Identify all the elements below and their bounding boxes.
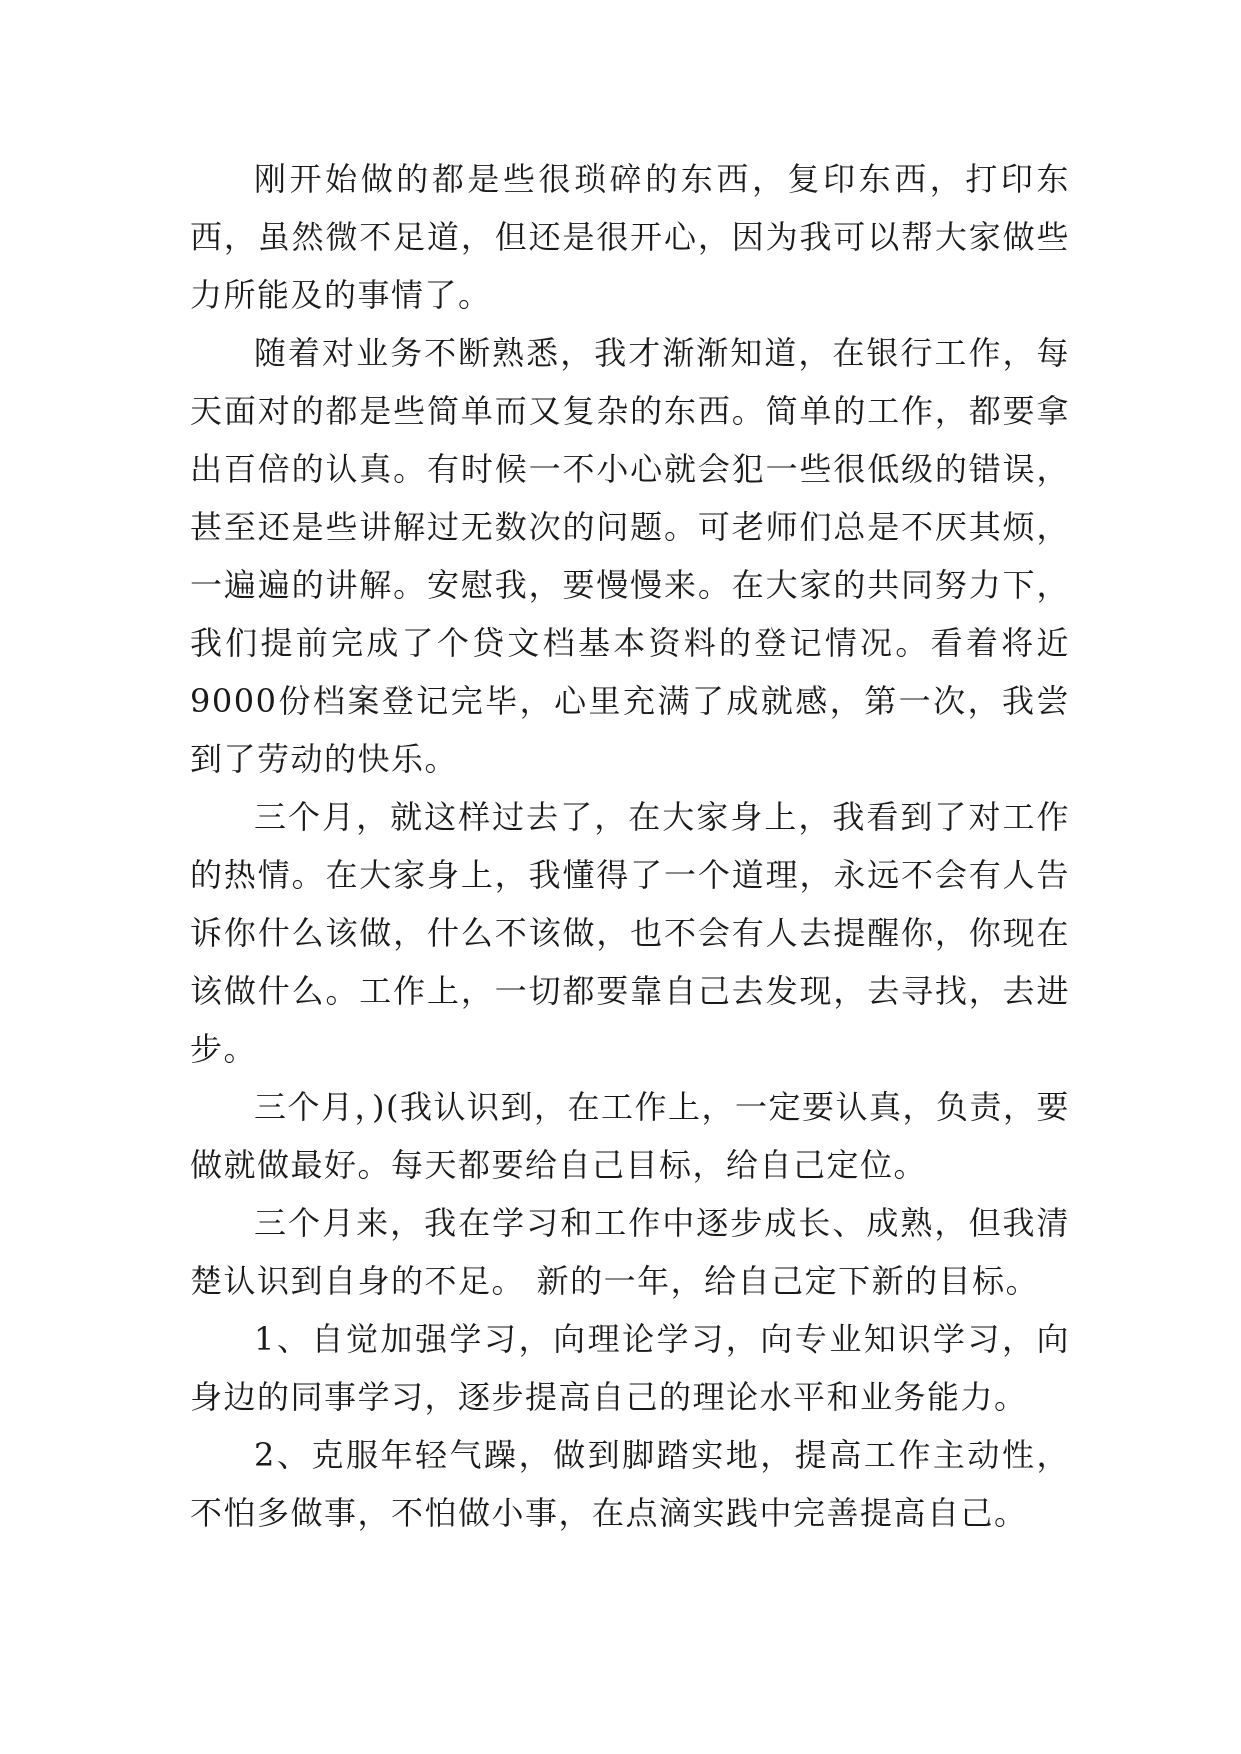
paragraph-2: 随着对业务不断熟悉，我才渐渐知道，在银行工作，每天面对的都是些简单而又复杂的东西。简单的工作，都要拿出百倍的认真。有时候一不小心就会犯一些很低级的错误，甚至还是些讲解过无数次的问题。可老师们总是不厌其烦，一遍遍的讲解。安慰我，要慢慢来。在大家的共同努力下，我们提前完成了个贷文档基本资料的登记情况。看着将近9000份档案登记完毕，心里充满了成就感，第一次，我尝到了劳动的快乐。: [190, 334, 1070, 778]
paragraph-6: 1、自觉加强学习，向理论学习，向专业知识学习，向身边的同事学习，逐步提高自己的理论水平和业务能力。: [190, 1320, 1070, 1416]
paragraph-5: 三个月来，我在学习和工作中逐步成长、成熟，但我清楚认识到自身的不足。 新的一年，给自己定下新的目标。: [190, 1204, 1070, 1300]
paragraph-3: 三个月，就这样过去了，在大家身上，我看到了对工作的热情。在大家身上，我懂得了一个道理，永远不会有人告诉你什么该做，什么不该做，也不会有人去提醒你，你现在该做什么。工作上，一切都要靠自己去发现，去寻找，去进步。: [190, 798, 1070, 1068]
paragraph-4: 三个月，)(我认识到，在工作上，一定要认真，负责，要做就做最好。每天都要给自己目标，给自己定位。: [190, 1088, 1070, 1184]
paragraph-7: 2、克服年轻气躁，做到脚踏实地，提高工作主动性，不怕多做事，不怕做小事，在点滴实践中完善提高自己。: [190, 1436, 1070, 1532]
document-body: [190, 150, 1070, 1542]
paragraph-1: 刚开始做的都是些很琐碎的东西，复印东西，打印东西，虽然微不足道，但还是很开心，因为我可以帮大家做些力所能及的事情了。: [190, 160, 1070, 314]
